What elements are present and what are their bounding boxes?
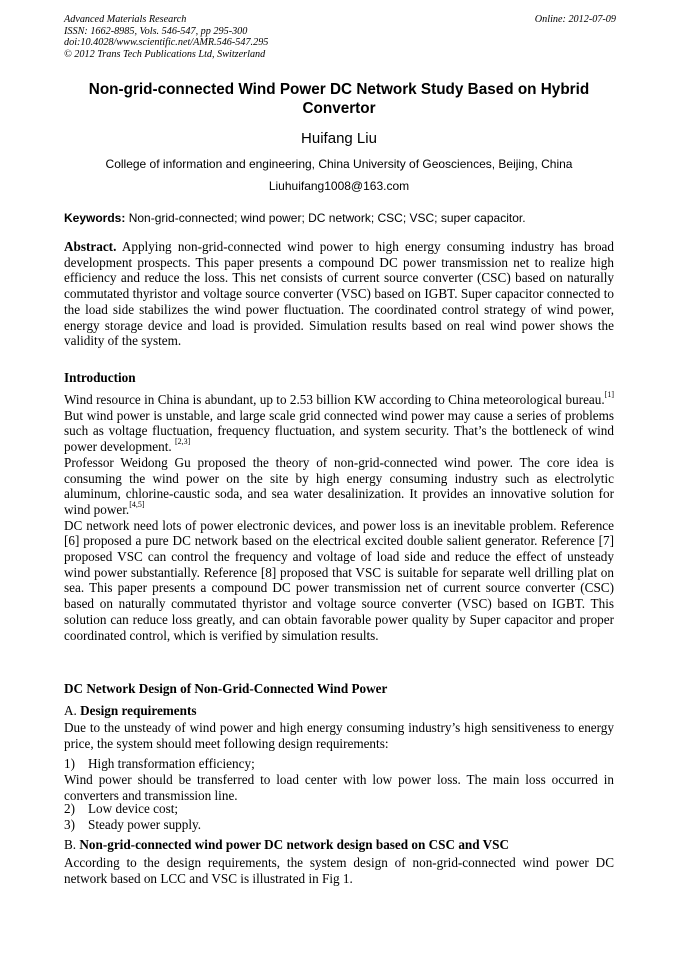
citation: [4,5] [129, 499, 145, 509]
keywords-label: Keywords: [64, 211, 126, 225]
journal-header [64, 14, 616, 60]
journal-name: Advanced Materials Research [64, 14, 187, 25]
intro-paragraph-2: Professor Weidong Gu proposed the theory of non-grid-connected wind power. The core idea is consuming the wind power on the site by high energy consuming industry such as electrolytic aluminum, chlorine-caustic soda, and sea water desalinization. It provides an innovative solution for wind power.[4,5] [64, 454, 614, 517]
requirements-2-3 [64, 801, 614, 832]
intro-paragraph-3: DC network need lots of power electronic devices, and power loss is an inevitable problem. Reference [6] proposed a pure DC network based on the electrical excited double salient generator. Reference [7] proposed VSC can control the frequency and voltage of load side and reduce the effect of unsteady wind power substantially. Reference [8] proposed that VSC is suitable for separate well drilling plat on sea. This paper presents a compound DC power transmission net of current source converter (CSC) based on naturally commutated thyristor and voltage source converter (VSC) based on IGBT. This solution can reduce loss greatly, and can obtain favorable power quality by Super capacitor and proper coordinated control, which is verified by simulation results. [64, 517, 614, 643]
subsection-a-heading: A. Design requirements [64, 703, 197, 718]
introduction-heading: Introduction [64, 370, 136, 385]
abstract [64, 239, 614, 349]
keywords [64, 211, 616, 225]
issn-line: ISSN: 1662-8985, Vols. 546-547, pp 295-300 [64, 25, 248, 37]
requirement-1-description: Wind power should be transferred to load center with low power loss. The main loss occurred in converters and transmission line. [64, 772, 614, 803]
requirement-2: 2) Low device cost; [64, 801, 179, 816]
copyright-line: © 2012 Trans Tech Publications Ltd, Switzerland [64, 48, 266, 60]
citation: [2,3] [174, 436, 191, 446]
subsection-b-heading: B. Non-grid-connected wind power DC network design based on CSC and VSC [64, 837, 510, 852]
intro-paragraph-1: Wind resource in China is abundant, up to 2.53 billion KW according to China meteorological bureau.[1] But wind power is unstable, and large scale grid connected wind power may cause a series of problems such as voltage fluctuation, frequency fluctuation, and system security. That’s the bottleneck of wind power development. [2,3] [64, 389, 614, 455]
requirement-1: 1) High transformation efficiency; [64, 756, 255, 771]
keywords-text: Non-grid-connected; wind power; DC network; CSC; VSC; super capacitor. [128, 211, 526, 225]
citation: [1] [604, 389, 614, 399]
abstract-label: Abstract. [64, 239, 117, 254]
abstract-text: Applying non-grid-connected wind power to high energy consuming industry has broad development prospects. This paper presents a compound DC power transmission net to realize high efficiency and reduce the loss. This net consists of current source converter (CSC) based on naturally commutated thyristor and voltage source converter (VSC) based on IGBT. Super capacitor connected to the load side stabilizes the wind power fluctuation. The coordinated control strategy of wind power, energy storage device and load is provided. Simulation results based on real wind power shows the validity of the system. [64, 239, 614, 349]
dc-network-heading: DC Network Design of Non-Grid-Connected Wind Power [64, 681, 388, 696]
introduction-body [64, 389, 614, 643]
author-affiliation: College of information and engineering, China University of Geosciences, Beijing, China [105, 157, 573, 171]
author-name: Huifang Liu [301, 130, 377, 147]
author-email: Liuhuifang1008@163.com [268, 179, 410, 193]
requirement-3: 3) Steady power supply. [64, 816, 202, 832]
design-requirements-text: Due to the unsteady of wind power and high energy consuming industry’s high sensitiveness to energy price, the system should meet following design requirements: [64, 720, 614, 751]
paper-title: Non-grid-connected Wind Power DC Network Study Based on Hybrid Convertor [88, 81, 590, 117]
subsection-b-text: According to the design requirements, the system design of non-grid-connected wind power DC network based on LCC and VSC is illustrated in Fig 1. [64, 855, 614, 886]
online-date: Online: 2012-07-09 [534, 14, 616, 25]
doi-line: doi:10.4028/www.scientific.net/AMR.546-547.295 [64, 37, 269, 49]
